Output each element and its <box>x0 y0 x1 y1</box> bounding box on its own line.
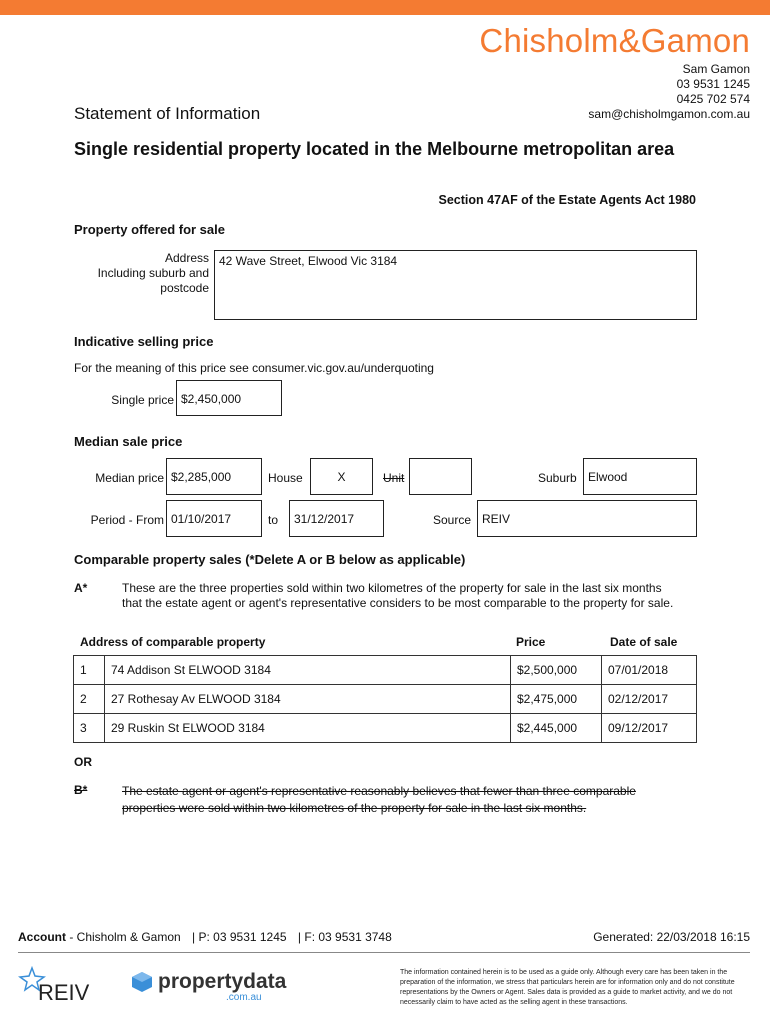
page-headline: Single residential property located in the Melbourne metropolitan area <box>74 139 675 159</box>
top-accent-bar <box>0 0 770 15</box>
house-label: House <box>268 471 303 485</box>
generated-timestamp: Generated: 22/03/2018 16:15 <box>593 930 750 944</box>
agent-phone: 03 9531 1245 <box>676 77 750 91</box>
period-from-field[interactable]: 01/10/2017 <box>166 500 262 537</box>
col-price-header: Price <box>516 635 546 649</box>
unit-field[interactable] <box>409 458 472 495</box>
col-address-header: Address of comparable property <box>80 635 266 649</box>
act-reference: Section 47AF of the Estate Agents Act 1980 <box>438 193 696 207</box>
reiv-logo: REIV <box>18 966 46 997</box>
offered-heading: Property offered for sale <box>74 222 225 237</box>
row-address: 27 Rothesay Av ELWOOD 3184 <box>105 685 511 714</box>
source-label: Source <box>433 513 472 527</box>
option-b-label: B* <box>74 783 88 797</box>
row-date: 09/12/2017 <box>602 714 697 743</box>
disclaimer-text: The information contained herein is to be used as a guide only. Although every care has been taken in the preparation of the information, we stress that particulars herein are for information only and do not constitute representations by the Owners or Agent. Sales data is provided as a guide to market activity, and we do not necessarily claim to have acted as the selling agent in these transactions. <box>400 969 735 1006</box>
footer-divider <box>18 952 750 953</box>
comparable-table <box>73 655 697 743</box>
address-field[interactable]: 42 Wave Street, Elwood Vic 3184 <box>214 250 697 320</box>
option-a-text: These are the three properties sold within two kilometres of the property for sale in the last six months that the estate agent or agent's representative considers to be most comparable to the property for sale. <box>122 581 674 610</box>
agent-contact <box>588 62 750 122</box>
row-price: $2,500,000 <box>511 656 602 685</box>
col-date-header: Date of sale <box>610 635 678 649</box>
suburb-field[interactable]: Elwood <box>583 458 697 495</box>
unit-label: Unit <box>383 471 405 485</box>
suburb-label: Suburb <box>538 471 577 485</box>
footer-fax: | F: 03 9531 3748 <box>297 930 392 944</box>
footer-account <box>18 930 392 944</box>
account-label: Account <box>18 930 66 944</box>
comparable-heading: Comparable property sales (*Delete A or B below as applicable) <box>74 552 466 567</box>
document-title: Statement of Information <box>74 104 261 123</box>
agent-email[interactable]: sam@chisholmgamon.com.au <box>588 107 750 121</box>
row-date: 02/12/2017 <box>602 685 697 714</box>
row-address: 74 Addison St ELWOOD 3184 <box>105 656 511 685</box>
period-to-label: to <box>268 513 279 527</box>
row-date: 07/01/2018 <box>602 656 697 685</box>
table-row <box>74 685 697 714</box>
period-label: Period - From <box>90 513 164 527</box>
table-row <box>74 714 697 743</box>
house-field[interactable]: X <box>310 458 373 495</box>
agent-name: Sam Gamon <box>682 62 750 76</box>
period-to-field[interactable]: 31/12/2017 <box>289 500 384 537</box>
row-number: 1 <box>74 656 105 685</box>
single-price-field[interactable]: $2,450,000 <box>176 380 282 416</box>
source-field[interactable]: REIV <box>477 500 697 537</box>
row-number: 2 <box>74 685 105 714</box>
median-price-label: Median price <box>95 471 164 485</box>
row-address: 29 Ruskin St ELWOOD 3184 <box>105 714 511 743</box>
underquoting-note: For the meaning of this price see consumer.vic.gov.au/underquoting <box>74 361 434 375</box>
indicative-heading: Indicative selling price <box>74 334 214 349</box>
median-price-field[interactable]: $2,285,000 <box>166 458 262 495</box>
footer-phone: | P: 03 9531 1245 <box>192 930 287 944</box>
propertydata-cube-icon <box>130 970 154 994</box>
agent-mobile: 0425 702 574 <box>676 92 750 106</box>
option-a-label: A* <box>74 581 88 595</box>
single-price-label: Single price <box>111 393 174 407</box>
or-label: OR <box>74 755 92 769</box>
row-price: $2,445,000 <box>511 714 602 743</box>
table-row <box>74 656 697 685</box>
address-label: Address Including suburb and postcode <box>97 251 209 295</box>
row-number: 3 <box>74 714 105 743</box>
row-price: $2,475,000 <box>511 685 602 714</box>
option-b-text: The estate agent or agent's representative reasonably believes that fewer than three comparable properties were sold within two kilometres of the property for sale in the last six months. <box>122 784 636 815</box>
brand-logo: Chisholm&Gamon <box>479 22 750 59</box>
median-heading: Median sale price <box>74 434 183 449</box>
account-value: - Chisholm & Gamon <box>66 930 181 944</box>
